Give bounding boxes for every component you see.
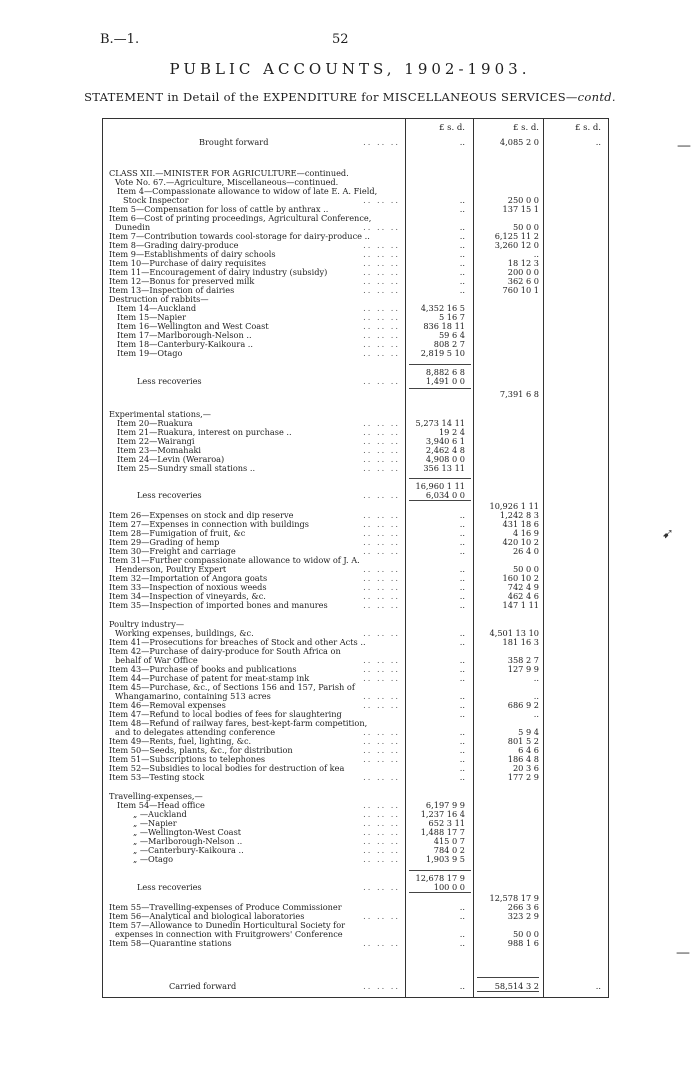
- row-description: Item 28—Fumigation of fruit, &c: [109, 528, 246, 538]
- amount-c1: 1,491 0 0: [425, 376, 465, 386]
- row-description: behalf of War Office: [115, 655, 198, 665]
- row-description: Poultry industry—: [109, 619, 185, 629]
- leader-dots: .. .. ..: [363, 330, 400, 340]
- leader-dots: .. .. ..: [363, 664, 400, 674]
- row-description: Item 54—Head office: [117, 800, 205, 810]
- leader-dots: .. .. ..: [363, 736, 400, 746]
- row-description: Less recoveries: [137, 376, 202, 386]
- amount-c1: 2,819 5 10: [420, 348, 465, 358]
- leader-dots: .. .. ..: [363, 673, 400, 683]
- amount-c1: ..: [459, 231, 465, 241]
- page-title: PUBLIC ACCOUNTS, 1902-1903.: [169, 60, 531, 78]
- leader-dots: .. .. ..: [363, 809, 400, 819]
- row-description: Item 45—Purchase, &c., of Sections 156 and 157, Parish of: [109, 682, 355, 692]
- row-description: CLASS XII.—MINISTER FOR AGRICULTURE—continued.: [109, 168, 349, 178]
- row-description: Item 49—Rents, fuel, lighting, &c.: [109, 736, 252, 746]
- leader-dots: .. .. ..: [363, 303, 400, 313]
- amount-c2: 186 4 8: [507, 754, 539, 764]
- ledger-row: [103, 600, 608, 610]
- amount-c1: ..: [459, 628, 465, 638]
- row-description: Item 14—Auckland: [117, 303, 197, 313]
- amount-c1: ..: [459, 564, 465, 574]
- row-description: expenses in connection with Fruitgrowers' Conference: [115, 929, 343, 939]
- amount-c2: 7,391 6 8: [499, 389, 539, 399]
- row-description: „ —Marlborough-Nelson ..: [133, 836, 243, 846]
- amount-c1: 6,197 9 9: [425, 800, 465, 810]
- amount-c1: 1,237 16 4: [420, 809, 465, 819]
- column-header-2: £ s. d.: [512, 123, 539, 133]
- amount-c2: 250 0 0: [507, 195, 539, 205]
- row-description: Travelling-expenses,—: [109, 791, 203, 801]
- amount-c2: 760 10 1: [502, 285, 539, 295]
- amount-c1: 100 0 0: [433, 882, 465, 892]
- amount-c2: 686 9 2: [507, 700, 539, 710]
- amount-c1: ..: [459, 195, 465, 205]
- amount-c2: 6 4 6: [518, 745, 539, 755]
- row-description: Item 26—Expenses on stock and dip reserve: [109, 510, 294, 520]
- leader-dots: .. .. ..: [363, 691, 400, 701]
- leader-dots: .. .. ..: [363, 882, 400, 892]
- leader-dots: .. .. ..: [363, 981, 400, 991]
- amount-c1: ..: [459, 285, 465, 295]
- amount-c2: 10,926 1 11: [489, 501, 539, 511]
- row-description: Less recoveries: [137, 882, 202, 892]
- row-description: Item 22—Wairangi: [117, 436, 195, 446]
- amount-c1: ..: [459, 754, 465, 764]
- amount-c1: 16,960 1 11: [415, 481, 465, 491]
- row-description: Vote No. 67.—Agriculture, Miscellaneous—continued.: [115, 177, 339, 187]
- amount-c1: ..: [459, 582, 465, 592]
- leader-dots: .. .. ..: [363, 321, 400, 331]
- amount-c1: 4,908 0 0: [425, 454, 465, 464]
- amount-c1: ..: [459, 655, 465, 665]
- leader-dots: .. .. ..: [363, 276, 400, 286]
- amount-c1: ..: [459, 664, 465, 674]
- row-description: Brought forward: [199, 137, 269, 147]
- leader-dots: .. .. ..: [363, 195, 400, 205]
- row-description: Item 24—Levin (Weraroa): [117, 454, 225, 464]
- amount-c2: 6,125 11 2: [494, 231, 539, 241]
- amount-c1: ..: [459, 929, 465, 939]
- row-description: Item 57—Allowance to Dunedin Horticultural Society for: [109, 920, 346, 930]
- amount-c2: 20 3 6: [512, 763, 539, 773]
- leader-dots: .. .. ..: [363, 348, 400, 358]
- row-description: Item 10—Purchase of dairy requisites: [109, 258, 266, 268]
- total-rule: [477, 991, 539, 992]
- page-header: [0, 32, 700, 52]
- subtotal-rule: [409, 478, 471, 479]
- leader-dots: .. .. ..: [363, 339, 400, 349]
- row-description: Item 31—Further compassionate allowance to widow of J. A.: [109, 555, 360, 565]
- row-description: Item 52—Subsidies to local bodies for destruction of kea: [109, 763, 345, 773]
- row-description: Item 33—Inspection of noxious weeds: [109, 582, 267, 592]
- leader-dots: .. .. ..: [363, 463, 400, 473]
- row-description: Henderson, Poultry Expert: [115, 564, 227, 574]
- amount-c1: ..: [459, 528, 465, 538]
- row-description: Stock Inspector: [123, 195, 189, 205]
- row-description: Item 32—Importation of Angora goats: [109, 573, 268, 583]
- leader-dots: .. .. ..: [363, 267, 400, 277]
- amount-c1: 6,034 0 0: [425, 490, 465, 500]
- subtotal-rule: [409, 870, 471, 871]
- amount-c2: 4,085 2 0: [499, 137, 539, 147]
- amount-c2: 3,260 12 0: [494, 240, 539, 250]
- subtitle-main: STATEMENT in Detail of the EXPENDITURE for MISCELLANEOUS SERVICES—: [84, 90, 578, 104]
- ledger-row: [103, 882, 608, 892]
- row-description: Item 20—Ruakura: [117, 418, 193, 428]
- leader-dots: .. .. ..: [363, 454, 400, 464]
- column-headers: [103, 123, 608, 133]
- amount-c1: ..: [459, 573, 465, 583]
- row-description: Item 4—Compassionate allowance to widow of late E. A. Field,: [117, 186, 378, 196]
- amount-c1: ..: [459, 537, 465, 547]
- row-description: Item 58—Quarantine stations: [109, 938, 232, 948]
- amount-c1: 1,488 17 7: [420, 827, 465, 837]
- amount-c2: ..: [533, 249, 539, 259]
- row-description: and to delegates attending conference: [115, 727, 276, 737]
- amount-c1: ..: [459, 222, 465, 232]
- amount-c3: ..: [595, 137, 601, 147]
- leader-dots: .. .. ..: [363, 285, 400, 295]
- amount-c2: 5 9 4: [518, 727, 539, 737]
- margin-mark: —: [676, 945, 690, 961]
- leader-dots: .. .. ..: [363, 727, 400, 737]
- subtitle-contd: contd.: [577, 90, 616, 104]
- row-description: Item 23—Momahaki: [117, 445, 202, 455]
- leader-dots: .. .. ..: [363, 222, 400, 232]
- row-description: Item 8—Grading dairy-produce: [109, 240, 239, 250]
- amount-c2: 137 15 1: [502, 204, 539, 214]
- amount-c1: 4,352 16 5: [420, 303, 465, 313]
- row-description: „ —Auckland: [133, 809, 187, 819]
- row-description: Item 34—Inspection of vineyards, &c.: [109, 591, 266, 601]
- leader-dots: .. .. ..: [363, 258, 400, 268]
- leader-dots: .. .. ..: [363, 854, 400, 864]
- leader-dots: .. .. ..: [363, 137, 400, 147]
- row-description: Item 29—Grading of hemp: [109, 537, 220, 547]
- amount-c1: 784 0 2: [433, 845, 465, 855]
- row-description: Item 48—Refund of railway fares, best-kept-farm competition,: [109, 718, 368, 728]
- amount-c2: 4 16 9: [512, 528, 539, 538]
- amount-c2: 160 10 2: [502, 573, 539, 583]
- leader-dots: .. .. ..: [363, 800, 400, 810]
- amount-c1: ..: [459, 745, 465, 755]
- amount-c2: 200 0 0: [507, 267, 539, 277]
- amount-c2: 358 2 7: [507, 655, 539, 665]
- amount-c1: ..: [459, 736, 465, 746]
- leader-dots: .. .. ..: [363, 836, 400, 846]
- row-description: Item 53—Testing stock: [109, 772, 205, 782]
- amount-c2: 50 0 0: [512, 564, 539, 574]
- amount-c2: 1,242 8 3: [499, 510, 539, 520]
- leader-dots: .. .. ..: [363, 772, 400, 782]
- row-description: Item 17—Marlborough-Nelson ..: [117, 330, 252, 340]
- leader-dots: .. .. ..: [363, 418, 400, 428]
- leader-dots: .. .. ..: [363, 564, 400, 574]
- amount-c1: ..: [459, 546, 465, 556]
- leader-dots: .. .. ..: [363, 700, 400, 710]
- amount-c1: ..: [459, 763, 465, 773]
- row-description: „ —Napier: [133, 818, 177, 828]
- amount-c2: 988 1 6: [507, 938, 539, 948]
- leader-dots: .. .. ..: [363, 376, 400, 386]
- leader-dots: .. .. ..: [363, 490, 400, 500]
- row-description: Item 41—Prosecutions for breaches of Stock and other Acts ..: [109, 637, 366, 647]
- row-description: Item 15—Napier: [117, 312, 187, 322]
- amount-c2: 801 5 2: [507, 736, 539, 746]
- amount-c1: 19 2 4: [438, 427, 465, 437]
- row-description: Working expenses, buildings, &c.: [115, 628, 254, 638]
- amount-c2: 12,578 17 9: [489, 893, 539, 903]
- row-description: Item 18—Canterbury-Kaikoura ..: [117, 339, 254, 349]
- row-description: Item 12—Bonus for preserved milk: [109, 276, 255, 286]
- amount-c1: ..: [459, 258, 465, 268]
- leader-dots: .. .. ..: [363, 537, 400, 547]
- amount-c1: ..: [459, 137, 465, 147]
- amount-c2: 362 6 0: [507, 276, 539, 286]
- leader-dots: .. .. ..: [363, 845, 400, 855]
- amount-c1: ..: [459, 204, 465, 214]
- row-description: Destruction of rabbits—: [109, 294, 209, 304]
- amount-c2: 50 0 0: [512, 929, 539, 939]
- amount-c1: 836 18 11: [423, 321, 465, 331]
- amount-c2: 266 3 6: [507, 902, 539, 912]
- amount-c2: 4,501 13 10: [489, 628, 539, 638]
- statement-subtitle: [0, 90, 700, 104]
- amount-c2: 181 16 3: [502, 637, 539, 647]
- amount-c2: 742 4 9: [507, 582, 539, 592]
- amount-c2: 431 18 6: [502, 519, 539, 529]
- amount-c1: 5,273 14 11: [415, 418, 465, 428]
- amount-c2: ..: [533, 709, 539, 719]
- leader-dots: .. .. ..: [363, 436, 400, 446]
- amount-c2: 323 2 9: [507, 911, 539, 921]
- amount-c2: 127 9 9: [507, 664, 539, 674]
- ledger-row: [103, 348, 608, 358]
- amount-c2: 18 12 3: [507, 258, 539, 268]
- row-description: „ —Otago: [133, 854, 174, 864]
- amount-c1: 8,882 6 8: [425, 367, 465, 377]
- amount-c1: ..: [459, 902, 465, 912]
- amount-c1: ..: [459, 700, 465, 710]
- total-rule: [477, 977, 539, 978]
- amount-c1: 12,678 17 9: [415, 873, 465, 883]
- row-description: Item 50—Seeds, plants, &c., for distribution: [109, 745, 293, 755]
- amount-c1: 652 3 11: [428, 818, 465, 828]
- amount-c1: ..: [459, 981, 465, 991]
- ledger-row: [103, 938, 608, 948]
- row-description: Item 43—Purchase of books and publications: [109, 664, 297, 674]
- row-description: Item 42—Purchase of dairy-produce for South Africa on: [109, 646, 341, 656]
- row-description: Item 44—Purchase of patent for meat-stamp ink: [109, 673, 310, 683]
- leader-dots: .. .. ..: [363, 249, 400, 259]
- ledger-row: [103, 772, 608, 782]
- amount-c1: ..: [459, 911, 465, 921]
- amount-c1: ..: [459, 673, 465, 683]
- margin-mark: —: [677, 138, 691, 154]
- row-description: Item 35—Inspection of imported bones and manures: [109, 600, 328, 610]
- leader-dots: .. .. ..: [363, 573, 400, 583]
- amount-c3: ..: [595, 981, 601, 991]
- row-description: Whangamarino, containing 513 acres: [115, 691, 271, 701]
- amount-c2: 420 10 2: [502, 537, 539, 547]
- page-number: 52: [332, 32, 349, 47]
- leader-dots: .. .. ..: [363, 528, 400, 538]
- row-description: Item 27—Expenses in connection with buildings: [109, 519, 309, 529]
- ledger-row: [103, 389, 608, 399]
- row-description: Item 55—Travelling-expenses of Produce Commissioner: [109, 902, 342, 912]
- row-description: Less recoveries: [137, 490, 202, 500]
- ledger-row: [103, 463, 608, 473]
- leader-dots: .. .. ..: [363, 655, 400, 665]
- leader-dots: .. .. ..: [363, 427, 400, 437]
- row-description: Item 16—Wellington and West Coast: [117, 321, 269, 331]
- ledger-row: [103, 376, 608, 386]
- amount-c1: ..: [459, 510, 465, 520]
- row-description: Item 6—Cost of printing proceedings, Agricultural Conference,: [109, 213, 372, 223]
- document-reference: B.—1.: [100, 32, 140, 47]
- leader-dots: .. .. ..: [363, 519, 400, 529]
- amount-c1: 415 0 7: [433, 836, 465, 846]
- leader-dots: .. .. ..: [363, 240, 400, 250]
- row-description: Dunedin: [115, 222, 151, 232]
- ledger-row: [103, 490, 608, 500]
- amount-c1: ..: [459, 519, 465, 529]
- row-description: Item 5—Compensation for loss of cattle by anthrax ..: [109, 204, 329, 214]
- leader-dots: .. .. ..: [363, 510, 400, 520]
- amount-c2: 147 1 11: [502, 600, 539, 610]
- leader-dots: .. .. ..: [363, 546, 400, 556]
- row-description: Item 11—Encouragement of dairy industry (subsidy): [109, 267, 328, 277]
- leader-dots: .. .. ..: [363, 591, 400, 601]
- amount-c2: 462 4 6: [507, 591, 539, 601]
- expenditure-table: [102, 118, 609, 998]
- amount-c1: ..: [459, 691, 465, 701]
- row-description: Item 56—Analytical and biological laboratories: [109, 911, 305, 921]
- row-description: Item 30—Freight and carriage: [109, 546, 236, 556]
- amount-c1: ..: [459, 938, 465, 948]
- leader-dots: .. .. ..: [363, 911, 400, 921]
- row-description: Item 25—Sundry small stations ..: [117, 463, 256, 473]
- subtotal-rule: [409, 364, 471, 365]
- amount-c2: 50 0 0: [512, 222, 539, 232]
- amount-c1: 2,462 4 8: [425, 445, 465, 455]
- leader-dots: .. .. ..: [363, 938, 400, 948]
- row-description: „ —Wellington-West Coast: [133, 827, 242, 837]
- amount-c1: ..: [459, 727, 465, 737]
- leader-dots: .. .. ..: [363, 582, 400, 592]
- amount-c2: 58,514 3 2: [494, 981, 539, 991]
- row-description: Item 51—Subscriptions to telephones: [109, 754, 266, 764]
- amount-c1: 356 13 11: [423, 463, 465, 473]
- row-description: Item 47—Refund to local bodies of fees for slaughtering: [109, 709, 342, 719]
- amount-c2: ..: [533, 691, 539, 701]
- leader-dots: .. .. ..: [363, 818, 400, 828]
- amount-c1: 3,940 6 1: [425, 436, 465, 446]
- row-description: Item 9—Establishments of dairy schools: [109, 249, 276, 259]
- leader-dots: .. .. ..: [363, 600, 400, 610]
- row-description: Item 19—Otago: [117, 348, 183, 358]
- amount-c1: ..: [459, 240, 465, 250]
- amount-c2: 26 4 0: [512, 546, 539, 556]
- amount-c2: ..: [533, 673, 539, 683]
- amount-c1: ..: [459, 709, 465, 719]
- amount-c1: ..: [459, 267, 465, 277]
- amount-c1: ..: [459, 600, 465, 610]
- amount-c1: 5 16 7: [438, 312, 465, 322]
- row-description: „ —Canterbury-Kaikoura ..: [133, 845, 244, 855]
- row-description: Experimental stations,—: [109, 409, 211, 419]
- amount-c1: 1,903 9 5: [425, 854, 465, 864]
- amount-c1: ..: [459, 276, 465, 286]
- leader-dots: .. .. ..: [363, 754, 400, 764]
- row-description: Item 13—Inspection of dairies: [109, 285, 235, 295]
- column-header-1: £ s. d.: [438, 123, 465, 133]
- ledger-row: [103, 137, 608, 147]
- leader-dots: .. .. ..: [363, 745, 400, 755]
- leader-dots: .. .. ..: [363, 312, 400, 322]
- amount-c1: 808 2 7: [433, 339, 465, 349]
- amount-c2: 177 2 9: [507, 772, 539, 782]
- amount-c1: ..: [459, 637, 465, 647]
- amount-c1: ..: [459, 772, 465, 782]
- column-header-3: £ s. d.: [574, 123, 601, 133]
- row-description: Carried forward: [169, 981, 237, 991]
- margin-mark: ➹: [662, 526, 674, 542]
- amount-c1: ..: [459, 249, 465, 259]
- leader-dots: .. .. ..: [363, 827, 400, 837]
- row-description: Item 7—Contribution towards cool-storage for dairy-produce ..: [109, 231, 370, 241]
- leader-dots: .. .. ..: [363, 628, 400, 638]
- amount-c1: ..: [459, 591, 465, 601]
- leader-dots: .. .. ..: [363, 445, 400, 455]
- ledger-row: [103, 854, 608, 864]
- ledger-row: [103, 981, 608, 991]
- row-description: Item 46—Removal expenses: [109, 700, 226, 710]
- amount-c1: 59 6 4: [438, 330, 465, 340]
- row-description: Item 21—Ruakura, interest on purchase ..: [117, 427, 292, 437]
